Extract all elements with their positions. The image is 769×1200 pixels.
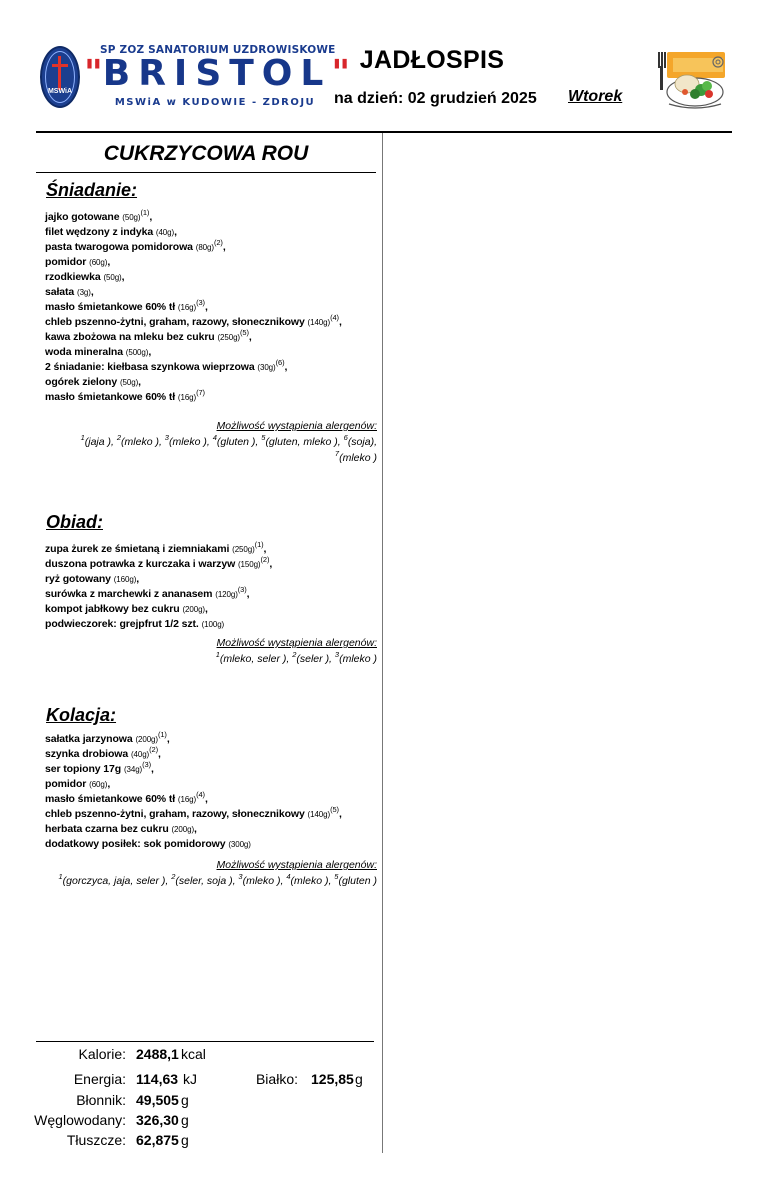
- logo-institution: SP ZOZ SANATORIUM UZDROWISKOWE: [100, 44, 336, 56]
- menu-item-separator: ,: [90, 286, 94, 298]
- allergen-number: 5: [261, 433, 266, 442]
- dinner-allergens: [45, 858, 377, 889]
- menu-item-weight: (140g): [307, 318, 331, 327]
- nutrition-unit: kcal: [181, 1046, 206, 1062]
- menu-item-name: sałatka jarzynowa: [45, 733, 133, 745]
- allergen-text: (mleko ),: [290, 875, 335, 887]
- menu-item-name: filet wędzony z indyka: [45, 226, 156, 238]
- menu-item-name: rzodkiewka: [45, 271, 101, 283]
- menu-item-separator: ,: [149, 211, 153, 223]
- menu-item-separator: ,: [148, 346, 152, 358]
- allergen-ref: (3): [196, 298, 205, 307]
- sanatorium-logo: [40, 44, 351, 110]
- menu-item: [45, 792, 377, 807]
- allergen-number: 6: [343, 433, 348, 442]
- menu-item-separator: ,: [136, 573, 140, 585]
- allergen-number: 1: [58, 872, 63, 881]
- menu-item: [45, 732, 377, 747]
- nutrition-value: 114,63: [136, 1071, 179, 1087]
- allergen-ref: (1): [140, 208, 150, 217]
- allergen-line: [45, 651, 377, 667]
- menu-item-separator: ,: [222, 241, 226, 253]
- menu-item-name: ryż gotowany: [45, 573, 111, 585]
- allergen-ref: (1): [254, 540, 264, 549]
- food-plate-icon: [655, 48, 731, 114]
- nutrition-unit: kJ: [183, 1071, 197, 1087]
- allergen-number: 4: [212, 433, 217, 442]
- allergen-heading: Możliwość wystąpienia alergenów:: [216, 637, 377, 649]
- allergen-text: (mleko ),: [121, 436, 165, 448]
- allergen-number: 3: [238, 872, 243, 881]
- menu-item-separator: ,: [107, 778, 111, 790]
- menu-item-weight: (160g): [113, 575, 137, 584]
- allergen-number: 7: [334, 449, 340, 458]
- menu-item-separator: ,: [338, 808, 342, 820]
- menu-item-name: pomidor: [45, 778, 87, 790]
- menu-item: [45, 345, 377, 360]
- menu-item-separator: ,: [158, 748, 161, 760]
- nutrition-label: Energia:: [73, 1071, 126, 1087]
- breakfast-items: [45, 210, 377, 405]
- allergen-text: (seler ),: [296, 653, 335, 665]
- allergen-ref: (7): [196, 388, 205, 397]
- menu-item-weight: (16g): [177, 303, 197, 312]
- menu-item-name: kawa zbożowa na mleku bez cukru: [45, 331, 215, 343]
- allergen-heading: Możliwość wystąpienia alergenów:: [216, 859, 377, 871]
- menu-item-name: surówka z marchewki z ananasem: [45, 588, 213, 600]
- allergen-text: (gluten ),: [216, 436, 262, 448]
- menu-item-separator: ,: [121, 271, 125, 283]
- menu-item-weight: (16g): [177, 795, 197, 804]
- lunch-title: Obiad:: [46, 512, 103, 532]
- menu-item-name: zupa żurek ze śmietaną i ziemniakami: [45, 543, 230, 555]
- allergen-text: (jaja ),: [84, 436, 117, 448]
- allergen-ref: (2): [149, 745, 158, 754]
- dinner-items: [45, 732, 377, 852]
- allergen-ref: (4): [196, 790, 205, 799]
- allergen-number: 2: [116, 433, 122, 442]
- menu-item: [45, 747, 377, 762]
- menu-item-name: chleb pszenno-żytni, graham, razowy, słonecznikowy: [45, 316, 305, 328]
- allergen-text: (mleko ): [339, 452, 377, 464]
- menu-item-separator: ,: [194, 823, 197, 835]
- menu-item: [45, 270, 377, 285]
- allergen-ref: (3): [237, 585, 247, 594]
- menu-item-separator: ,: [107, 256, 111, 268]
- menu-item-separator: ,: [204, 301, 208, 313]
- menu-item-weight: (120g): [215, 590, 238, 599]
- menu-item: [45, 837, 377, 852]
- page-title: JADŁOSPIS: [359, 46, 505, 74]
- menu-item-weight: (50g): [122, 213, 141, 222]
- allergen-text: (gorczyca, jaja, seler ),: [62, 875, 172, 887]
- mswia-seal-icon: [40, 46, 80, 108]
- menu-item-weight: (140g): [307, 810, 331, 819]
- menu-item: [45, 617, 377, 632]
- dinner-title: Kolacja:: [46, 705, 117, 725]
- menu-item-weight: (500g): [125, 348, 149, 357]
- menu-item: [45, 210, 377, 225]
- menu-item-weight: (300g): [228, 840, 251, 849]
- menu-item: [45, 542, 377, 557]
- menu-weekday: Wtorek: [568, 88, 623, 105]
- allergen-list: [45, 434, 377, 466]
- menu-item-separator: ,: [138, 376, 141, 388]
- menu-item-weight: (30g): [257, 363, 276, 372]
- menu-item-name: ogórek zielony: [45, 376, 118, 388]
- allergen-number: 3: [164, 433, 169, 442]
- menu-item-name: podwieczorek: grejpfrut 1/2 szt.: [45, 618, 199, 630]
- menu-item-name: ser topiony 17g: [45, 763, 122, 775]
- allergen-number: 1: [215, 650, 220, 659]
- menu-item-name: masło śmietankowe 60% tł: [45, 793, 176, 805]
- nutrition-label: Tłuszcze:: [66, 1132, 126, 1148]
- header-divider: [36, 131, 732, 133]
- allergen-number: 4: [286, 872, 291, 881]
- menu-item: [45, 762, 377, 777]
- breakfast-title: Śniadanie:: [46, 180, 138, 200]
- menu-item-weight: (200g): [171, 825, 195, 834]
- logo-location: MSWiA w KUDOWIE - ZDROJU: [114, 97, 316, 108]
- allergen-number: 2: [292, 650, 297, 659]
- menu-item-separator: ,: [174, 226, 177, 238]
- allergen-ref: (4): [330, 313, 339, 322]
- menu-item-weight: (50g): [103, 273, 122, 282]
- nutrition-label: Węglowodany:: [34, 1112, 126, 1128]
- nutrition-unit: g: [181, 1092, 189, 1108]
- allergen-ref: (2): [260, 555, 270, 564]
- menu-item-weight: (250g): [217, 333, 240, 342]
- menu-item-weight: (150g): [237, 560, 261, 569]
- menu-item-name: dodatkowy posiłek: sok pomidorowy: [45, 838, 226, 850]
- menu-item-weight: (80g): [195, 243, 214, 252]
- menu-item: [45, 602, 377, 617]
- allergen-ref: (2): [213, 238, 223, 247]
- menu-item-weight: (34g): [123, 765, 143, 774]
- menu-item-name: pomidor: [45, 256, 87, 268]
- nutrition-unit: g: [181, 1132, 189, 1148]
- menu-item: [45, 807, 377, 822]
- allergen-line: [45, 450, 377, 466]
- menu-item-name: chleb pszenno-żytni, graham, razowy, słonecznikowy: [45, 808, 305, 820]
- allergen-text: (gluten, mleko ),: [265, 436, 344, 448]
- allergen-list: [45, 873, 377, 889]
- diet-title-underline: [36, 172, 376, 173]
- menu-item-name: 2 śniadanie: kiełbasa szynkowa wieprzowa: [45, 361, 255, 373]
- allergen-heading: Możliwość wystąpienia alergenów:: [216, 420, 377, 432]
- menu-item-separator: ,: [246, 588, 250, 600]
- logo-name: "BRISTOL": [84, 53, 351, 94]
- nutrition-label: Białko:: [255, 1071, 298, 1087]
- nutrition-label: Błonnik:: [76, 1092, 126, 1108]
- menu-item-name: jajko gotowane: [45, 211, 120, 223]
- menu-item-separator: ,: [166, 733, 170, 745]
- allergen-text: (mleko ),: [168, 436, 213, 448]
- menu-item: [45, 777, 377, 792]
- allergen-line: [45, 873, 377, 889]
- allergen-number: 5: [334, 872, 339, 881]
- nutrition-value: 62,875: [136, 1132, 179, 1148]
- menu-item-weight: (50g): [119, 378, 139, 387]
- column-divider: [382, 133, 383, 1153]
- menu-item-separator: ,: [151, 763, 154, 775]
- menu-item-weight: (60g): [89, 780, 108, 789]
- menu-item-weight: (100g): [201, 620, 225, 629]
- seal-text: MSWiA: [47, 88, 73, 95]
- menu-item: [45, 315, 377, 330]
- allergen-ref: (6): [275, 358, 285, 367]
- menu-item-weight: (40g): [155, 228, 175, 237]
- menu-item: [45, 572, 377, 587]
- breakfast-allergens: [45, 419, 377, 466]
- allergen-text: (mleko, seler ),: [219, 653, 293, 665]
- menu-item-name: herbata czarna bez cukru: [45, 823, 169, 835]
- menu-item-separator: ,: [269, 558, 273, 570]
- nutrition-value: 125,85: [311, 1071, 354, 1087]
- allergen-ref: (5): [330, 805, 339, 814]
- allergen-number: 1: [80, 433, 85, 442]
- menu-item-separator: ,: [263, 543, 267, 555]
- lunch-items: [45, 542, 377, 632]
- menu-item: [45, 240, 377, 255]
- menu-item-separator: ,: [284, 361, 288, 373]
- menu-item-separator: ,: [338, 316, 342, 328]
- menu-item-name: sałata: [45, 286, 75, 298]
- menu-item-name: pasta twarogowa pomidorowa: [45, 241, 193, 253]
- menu-item-separator: ,: [204, 793, 208, 805]
- menu-item: [45, 390, 377, 405]
- allergen-number: 2: [171, 872, 176, 881]
- nutrition-divider: [36, 1041, 374, 1042]
- menu-date: na dzień: 02 grudzień 2025: [334, 90, 537, 107]
- menu-item-name: masło śmietankowe 60% tł: [45, 391, 176, 403]
- menu-item-name: kompot jabłkowy bez cukru: [45, 603, 180, 615]
- nutrition-value: 326,30: [136, 1112, 179, 1128]
- allergen-text: (soja),: [347, 436, 377, 448]
- nutrition-value: 2488,1: [136, 1046, 179, 1062]
- menu-item: [45, 822, 377, 837]
- menu-item-weight: (16g): [177, 393, 197, 402]
- menu-item-weight: (40g): [130, 750, 150, 759]
- menu-item-weight: (60g): [89, 258, 108, 267]
- allergen-line: [45, 434, 377, 450]
- menu-item-separator: ,: [204, 603, 208, 615]
- nutrition-value: 49,505: [136, 1092, 179, 1108]
- nutrition-label: Kalorie:: [78, 1046, 126, 1062]
- allergen-text: (mleko ),: [242, 875, 287, 887]
- menu-item-name: szynka drobiowa: [45, 748, 131, 760]
- allergen-text: (gluten ): [338, 875, 377, 887]
- menu-item: [45, 255, 377, 270]
- menu-item-name: woda mineralna: [45, 346, 123, 358]
- allergen-list: [45, 651, 377, 667]
- diet-title: CUKRZYCOWA ROU: [103, 142, 309, 165]
- menu-item-weight: (200g): [182, 605, 205, 614]
- nutrition-unit: g: [181, 1112, 189, 1128]
- menu-item: [45, 587, 377, 602]
- menu-item: [45, 285, 377, 300]
- allergen-ref: (5): [239, 328, 249, 337]
- nutrition-unit: g: [355, 1071, 363, 1087]
- allergen-ref: (3): [142, 760, 151, 769]
- menu-item-weight: (3g): [77, 288, 91, 297]
- menu-item: [45, 375, 377, 390]
- menu-item-separator: ,: [248, 331, 252, 343]
- menu-item: [45, 300, 377, 315]
- menu-item: [45, 330, 377, 345]
- menu-item-name: masło śmietankowe 60% tł: [45, 301, 176, 313]
- menu-item-weight: (200g): [135, 735, 158, 744]
- allergen-ref: (1): [157, 730, 167, 739]
- allergen-text: (mleko ): [339, 653, 377, 665]
- allergen-text: (seler, soja ),: [175, 875, 239, 887]
- allergen-number: 3: [334, 650, 340, 659]
- menu-item-name: duszona potrawka z kurczaka i warzyw: [45, 558, 236, 570]
- menu-item-weight: (250g): [232, 545, 255, 554]
- menu-item: [45, 360, 377, 375]
- menu-item: [45, 557, 377, 572]
- lunch-allergens: [45, 636, 377, 667]
- menu-item: [45, 225, 377, 240]
